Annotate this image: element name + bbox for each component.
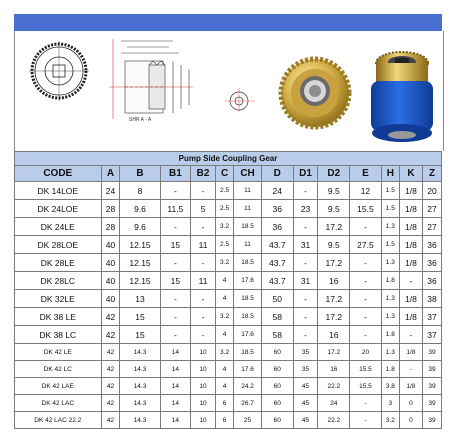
value-cell: 39 (423, 378, 442, 395)
value-cell: - (191, 254, 216, 272)
value-cell: 36 (423, 236, 442, 254)
value-cell: 0 (399, 412, 422, 429)
value-cell: - (191, 326, 216, 344)
value-cell: 39 (423, 395, 442, 412)
value-cell: 14 (160, 361, 191, 378)
product-code-cell: DK 42 LAC (15, 395, 102, 412)
value-cell: 1/8 (399, 182, 422, 200)
value-cell: 28 (101, 200, 120, 218)
table-row (15, 236, 442, 254)
value-cell: 1.3 (381, 254, 399, 272)
value-cell: 12 (350, 182, 382, 200)
table-row (15, 272, 442, 290)
value-cell: 1/8 (399, 308, 422, 326)
value-cell: 27.5 (350, 236, 382, 254)
value-cell: - (399, 272, 422, 290)
value-cell: 36 (261, 200, 293, 218)
value-cell: 60 (261, 395, 293, 412)
value-cell: 15 (160, 236, 191, 254)
value-cell: 2.5 (216, 182, 234, 200)
value-cell: 17.6 (234, 326, 262, 344)
value-cell: 39 (423, 344, 442, 361)
value-cell: - (399, 361, 422, 378)
value-cell: - (350, 272, 382, 290)
value-cell: 60 (261, 361, 293, 378)
value-cell: 4 (216, 272, 234, 290)
product-illustrations (14, 31, 444, 151)
value-cell: 42 (101, 326, 120, 344)
product-code-cell: DK 28LOE (15, 236, 102, 254)
value-cell: 42 (101, 308, 120, 326)
value-cell: 18.5 (234, 290, 262, 308)
value-cell: 38 (423, 290, 442, 308)
value-cell: - (160, 326, 191, 344)
value-cell: 31 (293, 272, 318, 290)
value-cell: 10 (191, 412, 216, 429)
value-cell: - (191, 218, 216, 236)
value-cell: 27 (423, 218, 442, 236)
value-cell: - (191, 290, 216, 308)
product-code-cell: DK 38 LE (15, 308, 102, 326)
column-header: D1 (293, 166, 318, 182)
column-header: CODE (15, 166, 102, 182)
value-cell: 1.8 (381, 361, 399, 378)
value-cell: 9.6 (120, 200, 160, 218)
value-cell: 12.15 (120, 272, 160, 290)
value-cell: 14 (160, 378, 191, 395)
value-cell: 1/8 (399, 236, 422, 254)
value-cell: 10 (191, 395, 216, 412)
product-code-cell: DK 42 LC (15, 361, 102, 378)
value-cell: 1.5 (381, 182, 399, 200)
column-header: B2 (191, 166, 216, 182)
column-header: E (350, 166, 382, 182)
value-cell: 3.2 (216, 218, 234, 236)
value-cell: 9.5 (318, 236, 350, 254)
value-cell: 4 (216, 326, 234, 344)
value-cell: 40 (101, 290, 120, 308)
value-cell: - (160, 218, 191, 236)
value-cell: 1/8 (399, 290, 422, 308)
value-cell: 2.5 (216, 200, 234, 218)
value-cell: 3 (381, 395, 399, 412)
gold-gear-photo (277, 55, 353, 131)
value-cell: - (160, 254, 191, 272)
value-cell: 17.6 (234, 272, 262, 290)
value-cell: - (293, 254, 318, 272)
value-cell: 3.2 (216, 254, 234, 272)
value-cell: 6 (216, 412, 234, 429)
value-cell: - (350, 412, 382, 429)
value-cell: 39 (423, 361, 442, 378)
value-cell: 12.15 (120, 254, 160, 272)
coupling-gear-table (14, 151, 442, 429)
column-header: D (261, 166, 293, 182)
product-code-cell: DK 24LOE (15, 200, 102, 218)
value-cell: 42 (101, 378, 120, 395)
value-cell: 37 (423, 308, 442, 326)
value-cell: 14.3 (120, 412, 160, 429)
value-cell: 11 (234, 200, 262, 218)
value-cell: 3.8 (381, 378, 399, 395)
value-cell: 36 (423, 254, 442, 272)
value-cell: 31 (293, 236, 318, 254)
product-code-cell: DK 42 LAC 22.2 (15, 412, 102, 429)
value-cell: - (160, 308, 191, 326)
table-row (15, 326, 442, 344)
value-cell: 39 (423, 412, 442, 429)
value-cell: 60 (261, 344, 293, 361)
value-cell: 15.5 (350, 200, 382, 218)
column-header: H (381, 166, 399, 182)
table-row (15, 344, 442, 361)
product-code-cell: DK 24LE (15, 218, 102, 236)
value-cell: 1.8 (381, 272, 399, 290)
column-header: Z (423, 166, 442, 182)
product-code-cell: DK 28LC (15, 272, 102, 290)
value-cell: 1.5 (381, 200, 399, 218)
value-cell: - (293, 218, 318, 236)
column-header: K (399, 166, 422, 182)
value-cell: 24 (101, 182, 120, 200)
value-cell: 14 (160, 395, 191, 412)
column-header: D2 (318, 166, 350, 182)
value-cell: 60 (261, 378, 293, 395)
value-cell: 58 (261, 308, 293, 326)
value-cell: 58 (261, 326, 293, 344)
value-cell: 2.5 (216, 236, 234, 254)
value-cell: 17.2 (318, 344, 350, 361)
value-cell: 4 (216, 361, 234, 378)
value-cell: 43.7 (261, 272, 293, 290)
value-cell: 13 (120, 290, 160, 308)
table-row (15, 378, 442, 395)
value-cell: - (350, 218, 382, 236)
value-cell: 17.2 (318, 254, 350, 272)
value-cell: 1/8 (399, 218, 422, 236)
value-cell: 1/8 (399, 344, 422, 361)
value-cell: 18.5 (234, 308, 262, 326)
value-cell: 17.2 (318, 290, 350, 308)
value-cell: 28 (101, 218, 120, 236)
product-code-cell: DK 42 LAE (15, 378, 102, 395)
value-cell: 40 (101, 236, 120, 254)
table-header-row (15, 166, 442, 182)
value-cell: - (350, 254, 382, 272)
column-header: B (120, 166, 160, 182)
value-cell: 25 (234, 412, 262, 429)
value-cell: 18.5 (234, 218, 262, 236)
table-row (15, 254, 442, 272)
value-cell: 23 (293, 200, 318, 218)
table-caption-row (15, 152, 442, 166)
value-cell: 1/8 (399, 378, 422, 395)
table-row (15, 182, 442, 200)
table-row (15, 200, 442, 218)
value-cell: 42 (101, 412, 120, 429)
gear-front-view-drawing (27, 39, 91, 103)
gear-section-drawing (103, 35, 195, 125)
product-code-cell: DK 14LOE (15, 182, 102, 200)
value-cell: 45 (293, 412, 318, 429)
product-code-cell: DK 32LE (15, 290, 102, 308)
value-cell: - (350, 395, 382, 412)
value-cell: 1.3 (381, 290, 399, 308)
value-cell: - (160, 290, 191, 308)
catalog-sheet (14, 14, 442, 424)
value-cell: 17.2 (318, 308, 350, 326)
value-cell: 11 (191, 236, 216, 254)
value-cell: 24 (318, 395, 350, 412)
value-cell: 24.2 (234, 378, 262, 395)
value-cell: 17.2 (318, 218, 350, 236)
value-cell: 40 (101, 254, 120, 272)
top-color-bar (14, 14, 442, 31)
product-code-cell: DK 28LE (15, 254, 102, 272)
value-cell: 11 (191, 272, 216, 290)
value-cell: 22.2 (318, 412, 350, 429)
value-cell: - (293, 308, 318, 326)
value-cell: - (191, 182, 216, 200)
value-cell: 16 (318, 272, 350, 290)
value-cell: - (350, 326, 382, 344)
value-cell: 43.7 (261, 254, 293, 272)
value-cell: - (293, 326, 318, 344)
value-cell: 0 (399, 395, 422, 412)
value-cell: 14 (160, 344, 191, 361)
value-cell: 3.2 (216, 344, 234, 361)
value-cell: 5 (191, 200, 216, 218)
value-cell: 35 (293, 361, 318, 378)
value-cell: 35 (293, 344, 318, 361)
value-cell: 15.5 (350, 361, 382, 378)
value-cell: 60 (261, 412, 293, 429)
value-cell: 18.5 (234, 344, 262, 361)
value-cell: 24 (261, 182, 293, 200)
value-cell: 1.3 (381, 218, 399, 236)
table-row (15, 412, 442, 429)
value-cell: 43.7 (261, 236, 293, 254)
value-cell: 15 (120, 326, 160, 344)
section-label: SHR A - A (129, 117, 152, 123)
value-cell: 27 (423, 200, 442, 218)
value-cell: 1.3 (381, 308, 399, 326)
value-cell: 14.3 (120, 378, 160, 395)
bore-detail-drawing (223, 87, 257, 113)
value-cell: 45 (293, 378, 318, 395)
value-cell: 11.5 (160, 200, 191, 218)
column-header: C (216, 166, 234, 182)
value-cell: 1/8 (399, 200, 422, 218)
value-cell: 3.2 (216, 308, 234, 326)
blue-coupling-photo (365, 49, 439, 147)
column-header: CH (234, 166, 262, 182)
table-row (15, 361, 442, 378)
value-cell: - (293, 290, 318, 308)
value-cell: 14 (160, 412, 191, 429)
value-cell: - (293, 182, 318, 200)
value-cell: - (191, 308, 216, 326)
value-cell: 37 (423, 326, 442, 344)
value-cell: - (350, 308, 382, 326)
value-cell: 20 (423, 182, 442, 200)
column-header: A (101, 166, 120, 182)
value-cell: 22.2 (318, 378, 350, 395)
value-cell: 17.6 (234, 361, 262, 378)
value-cell: 15 (160, 272, 191, 290)
value-cell: 12.15 (120, 236, 160, 254)
value-cell: 10 (191, 361, 216, 378)
value-cell: 26.7 (234, 395, 262, 412)
value-cell: 16 (318, 326, 350, 344)
value-cell: 40 (101, 272, 120, 290)
value-cell: 14.3 (120, 344, 160, 361)
value-cell: 15.5 (350, 378, 382, 395)
value-cell: - (350, 290, 382, 308)
value-cell: 11 (234, 182, 262, 200)
product-code-cell: DK 38 LC (15, 326, 102, 344)
value-cell: 45 (293, 395, 318, 412)
value-cell: 8 (120, 182, 160, 200)
value-cell: 9.5 (318, 200, 350, 218)
value-cell: 4 (216, 290, 234, 308)
value-cell: 10 (191, 344, 216, 361)
value-cell: 50 (261, 290, 293, 308)
value-cell: 1.5 (381, 236, 399, 254)
table-body (15, 182, 442, 429)
value-cell: 36 (261, 218, 293, 236)
value-cell: 11 (234, 236, 262, 254)
product-code-cell: DK 42 LE (15, 344, 102, 361)
value-cell: 15 (120, 308, 160, 326)
value-cell: - (399, 326, 422, 344)
value-cell: 42 (101, 395, 120, 412)
value-cell: 18.5 (234, 254, 262, 272)
table-row (15, 308, 442, 326)
value-cell: 9.5 (318, 182, 350, 200)
table-row (15, 218, 442, 236)
value-cell: 1/8 (399, 254, 422, 272)
value-cell: 1.8 (381, 326, 399, 344)
value-cell: 10 (191, 378, 216, 395)
value-cell: 42 (101, 344, 120, 361)
value-cell: 36 (423, 272, 442, 290)
table-row (15, 290, 442, 308)
value-cell: - (160, 182, 191, 200)
value-cell: 42 (101, 361, 120, 378)
value-cell: 3.2 (381, 412, 399, 429)
value-cell: 14.3 (120, 395, 160, 412)
table-row (15, 395, 442, 412)
value-cell: 1.3 (381, 344, 399, 361)
value-cell: 4 (216, 378, 234, 395)
value-cell: 14.3 (120, 361, 160, 378)
value-cell: 16 (318, 361, 350, 378)
value-cell: 9.6 (120, 218, 160, 236)
table-title: Pump Side Coupling Gear (15, 152, 442, 166)
column-header: B1 (160, 166, 191, 182)
value-cell: 20 (350, 344, 382, 361)
value-cell: 6 (216, 395, 234, 412)
